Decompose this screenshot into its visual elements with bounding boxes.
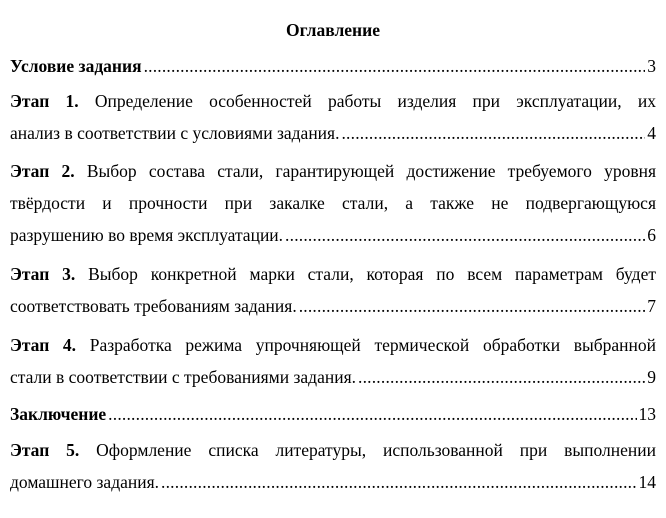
page-number: 13	[638, 404, 656, 424]
toc-entry-conclusion	[10, 403, 656, 435]
entry-text: Оформление списка литературы, использованной при выполнении	[96, 440, 656, 460]
entry-text: Разработка режима упрочняющей термической обработки выбранной	[89, 335, 656, 355]
entry-label: Этап 2.	[10, 161, 75, 181]
entry-label: Этап 5.	[10, 440, 80, 460]
entry-text: Определение особенностей работы изделия при эксплуатации, их	[94, 91, 656, 111]
leader-dots	[341, 122, 645, 144]
page-number: 7	[647, 296, 656, 316]
page-number: 14	[638, 472, 656, 492]
entry-label: Этап 1.	[10, 91, 79, 111]
page-number: 9	[647, 367, 656, 387]
toc-entry-stage-2	[10, 160, 656, 256]
leader-dots	[358, 366, 645, 388]
toc-entry-stage-5	[10, 439, 656, 503]
entry-text-last: разрушению во время эксплуатации.	[10, 225, 284, 245]
toc-entry-stage-3	[10, 263, 656, 327]
entry-text: Выбор конкретной марки стали, которая по всем параметрам будет	[88, 264, 656, 284]
entry-label: Условие задания	[10, 56, 142, 76]
entry-text-last: анализ в соответствии с условиями задания.	[10, 123, 340, 143]
entry-text: твёрдости и прочности при закалке стали, а также не подвергающуюся	[10, 193, 656, 213]
toc-entry-conditions	[10, 55, 656, 87]
page-number: 4	[647, 123, 656, 143]
toc-entry-stage-4	[10, 334, 656, 398]
leader-dots	[299, 295, 646, 317]
toc-entry-stage-1	[10, 90, 656, 154]
leader-dots	[285, 224, 645, 246]
entry-text-last: домашнего задания.	[10, 472, 160, 492]
page-number: 6	[647, 225, 656, 245]
leader-dots	[144, 55, 646, 77]
entry-text-last: стали в соответствии с требованиями задания.	[10, 367, 356, 387]
leader-dots	[108, 403, 636, 425]
entry-label: Заключение	[10, 404, 107, 424]
entry-label: Этап 4.	[10, 335, 77, 355]
toc-title: Оглавление	[286, 20, 380, 40]
entry-label: Этап 3.	[10, 264, 76, 284]
leader-dots	[161, 471, 636, 493]
entry-text: Выбор состава стали, гарантирующей достижение требуемого уровня	[86, 161, 656, 181]
page-number: 3	[647, 56, 656, 76]
entry-text-last: соответствовать требованиям задания.	[10, 296, 297, 316]
